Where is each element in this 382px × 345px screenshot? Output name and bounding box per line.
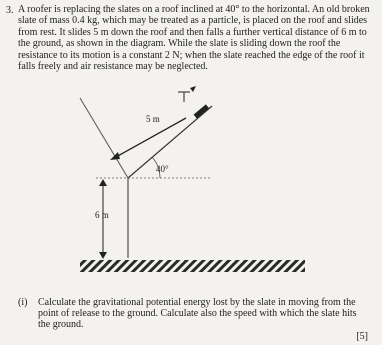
question-body: A roofer is replacing the slates on a roof inclined at 40° to the horizontal. An old broken slate of mass 0.4 kg, which may be treated as a particle, is placed on the roof and slides from rest. It slides 5 m down the roof and then falls a further vertical distance of 6 m to the ground, as shown in the diagram. While the slate is sliding down the roof the resistance to its motion is a constant 2 N; when the slate reached the edge of the roof it falls freely and air resistance may be neglected. (18, 4, 370, 73)
arrow-head (190, 86, 196, 92)
roof-line (128, 106, 212, 178)
arrow-head (99, 179, 107, 186)
part-label: (i) (18, 297, 28, 308)
roof-diagram (0, 80, 382, 280)
question-number: 3. (6, 5, 14, 16)
arrow-head (99, 252, 107, 259)
angle-label: 40° (156, 164, 169, 174)
slate (194, 104, 209, 118)
height-label: 6 m (95, 210, 109, 220)
question-text (18, 4, 370, 72)
roof-line (80, 98, 128, 178)
ground (80, 260, 305, 272)
marks: [5] (356, 331, 368, 342)
slope-distance-label: 5 m (146, 114, 160, 124)
arrow-head (110, 152, 120, 160)
part-text: Calculate the gravitational potential energy lost by the slate in moving from the point of release to the ground. Calculate also the speed with which the slate hits the ground. (38, 297, 357, 330)
